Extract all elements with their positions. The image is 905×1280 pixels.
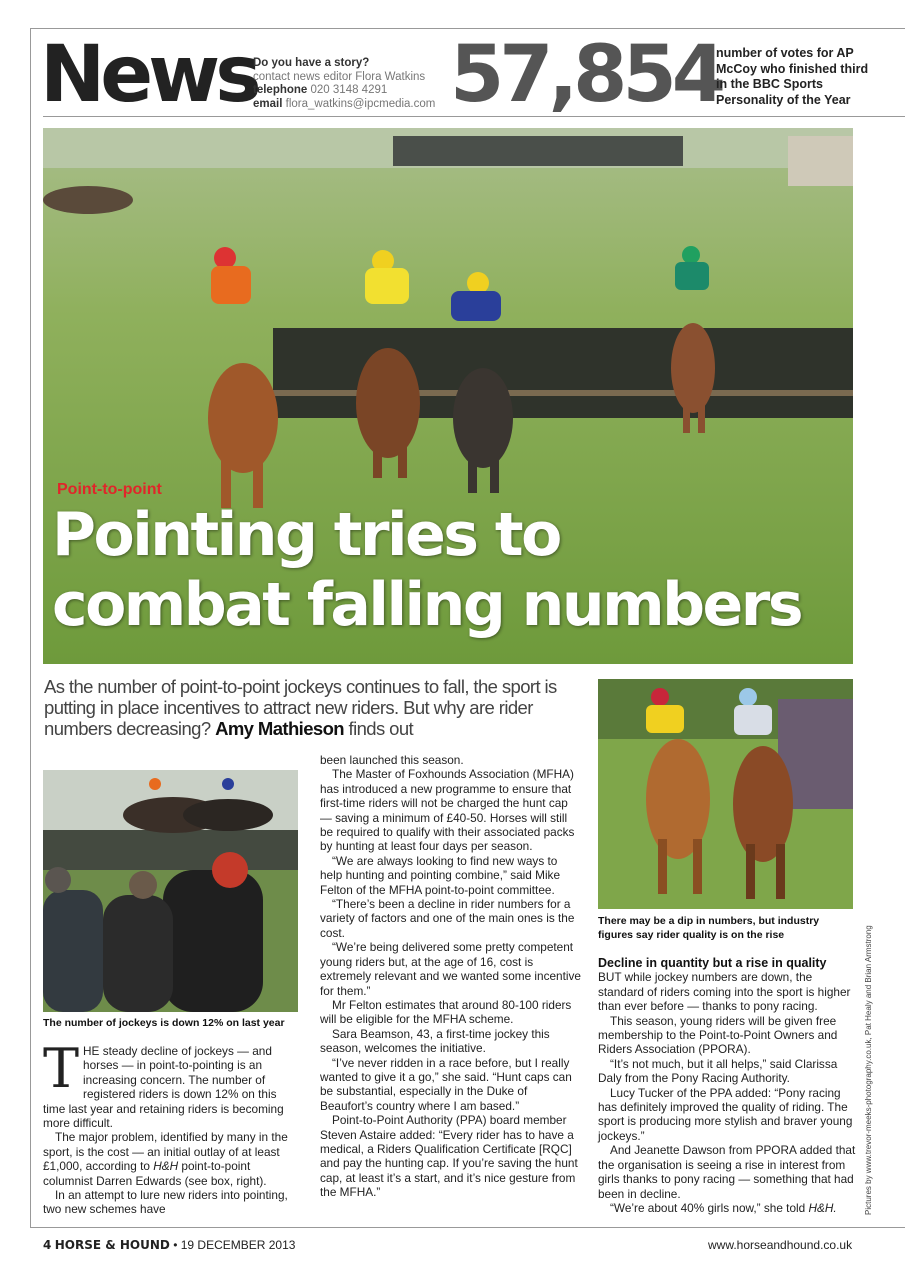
contact-block xyxy=(253,57,435,111)
contact-line: contact news editor Flora Watkins xyxy=(253,70,426,83)
col2-para: been launched this season. xyxy=(320,753,464,767)
drop-cap: T xyxy=(43,1037,80,1100)
story-prompt: Do you have a story? xyxy=(253,57,370,69)
col2-para: “I’ve never ridden in a race before, but I really wanted to give it a go,” she said. “Hunt caps can be substantial, especially in the Duke of Beaufort’s country where I am based.” xyxy=(320,1055,572,1113)
email-value: flora_watkins@ipcmedia.com xyxy=(285,97,436,110)
pony-racing-photo xyxy=(598,679,853,909)
website-link[interactable]: www.horseandhound.co.uk xyxy=(708,1238,853,1252)
col2-para: Mr Felton estimates that around 80-100 riders will be eligible for the MFHA scheme. xyxy=(320,997,572,1027)
col2-para: Point-to-Point Authority (PPA) board member Steven Astaire added: “Every rider has to have a medical, a Riders Qualification Certificate [RQC] and pay the hunting cap. If you’re saving the hunt cap, at least it’s a start, and it’s nice gesture from the MFHA.” xyxy=(320,1113,578,1200)
column-2 xyxy=(320,753,582,1200)
left-rule xyxy=(30,28,31,1228)
col3-para: This season, young riders will be given free membership to the Point-to-Point Owners and Riders Association (PPORA). xyxy=(598,1013,838,1057)
headline-line-2: combat falling numbers xyxy=(52,570,802,640)
telephone-label: telephone xyxy=(253,84,308,96)
col2-para: “We are always looking to find new ways to help hunting and pointing combine,” said Mike Felton of the MFHA point-to-point committee. xyxy=(320,853,561,897)
headline-line-1: Pointing tries to xyxy=(52,500,560,570)
col2-para: “There’s been a decline in rider numbers for a variety of factors and one of the main ones is the cost. xyxy=(320,897,575,940)
section-title: News xyxy=(40,30,257,120)
col3-para: BUT while jockey numbers are down, the standard of riders coming into the sport is higher than ever before — thanks to pony racing. xyxy=(598,970,851,1014)
col3-para: “It’s not much, but it all helps,” said Clarissa Daly from the Pony Racing Authority. xyxy=(598,1056,838,1086)
vote-count: 57,854 xyxy=(450,30,721,120)
author-name: Amy Mathieson xyxy=(215,718,344,739)
issue-date: • 19 DECEMBER 2013 xyxy=(173,1238,296,1252)
col1-para-3: In an attempt to lure new riders into pointing, two new schemes have xyxy=(43,1188,288,1217)
email-label: email xyxy=(253,97,283,110)
photo-credit: Pictures by www.trevor-meeks-photography.co.uk, Pat Healy and Brian Armstrong xyxy=(864,925,873,1215)
column-1 xyxy=(43,1037,298,1217)
right-photo-caption: There may be a dip in numbers, but industry figures say rider quality is on the rise xyxy=(598,915,820,941)
col3-subhead: Decline in quantity but a rise in quality xyxy=(598,956,827,970)
col2-para: “We’re being delivered some pretty competent young riders but, at the age of 16, cost is extremely relevant and we wanted some incentive for them.” xyxy=(320,940,581,998)
vote-caption: number of votes for AP McCoy who finished third in the BBC Sports Personality of the Year xyxy=(716,46,869,107)
footer-left xyxy=(43,1238,295,1252)
left-photo-caption: The number of jockeys is down 12% on last year xyxy=(43,1017,285,1029)
magazine-name: HORSE & HOUND xyxy=(54,1238,170,1252)
two-horses-illustration xyxy=(598,679,853,909)
standfirst-text: As the number of point-to-point jockeys continues to fall, the sport is putting in place incentives to attract new riders. But why are rider numbers decreasing? xyxy=(44,676,557,739)
column-3 xyxy=(598,956,856,1215)
standfirst xyxy=(44,676,584,739)
col1-para-1: THE steady decline of jockeys — and horses — in point-to-pointing is an increasing concern. The number of registered riders is down 12% on this time last year and retaining riders is becoming more difficult. xyxy=(43,1037,284,1131)
spectators-illustration xyxy=(43,770,298,1012)
page-number: 4 xyxy=(43,1238,52,1252)
col3-para: “We’re about 40% girls now,” she told H&H. xyxy=(610,1200,837,1215)
col3-para: And Jeanette Dawson from PPORA added that the organisation is seeing a rise in interest from girls thanks to pony racing — something that had been in decline. xyxy=(598,1143,856,1201)
jump-photo xyxy=(43,770,298,1012)
kicker-label: Point-to-point xyxy=(57,481,162,498)
headline xyxy=(52,500,801,640)
col2-para: The Master of Foxhounds Association (MFHA) has introduced a new programme to ensure that first-time riders will not be charged the hunt cap — saving a minimum of £40-50. Horses will still be required to qualify with their associated packs by hunting at least four days per season. xyxy=(320,767,575,854)
col2-para: Sara Beamson, 43, a first-time jockey this season, welcomes the initiative. xyxy=(320,1026,550,1056)
col1-para-2: The major problem, identified by many in the sport, is the cost — an initial outlay of at least £1,000, according to H&H point-to-point columnist Darren Edwards (see box, right). xyxy=(43,1130,288,1188)
col3-para: Lucy Tucker of the PPA added: “Pony racing has definitely improved the quality of riding. The sport is producing more stylish and braver young jockeys.” xyxy=(598,1085,853,1143)
footer-rule xyxy=(30,1227,905,1228)
standfirst-end: finds out xyxy=(348,718,414,739)
telephone-value: 020 3148 4291 xyxy=(310,84,388,96)
top-rule xyxy=(30,28,905,29)
